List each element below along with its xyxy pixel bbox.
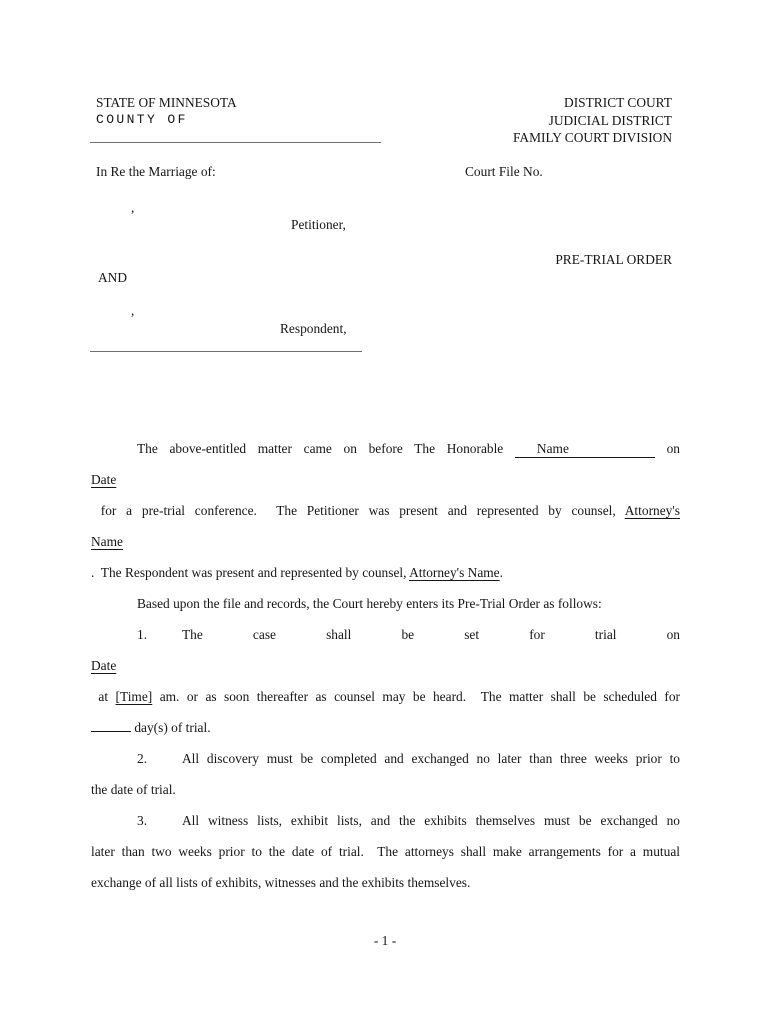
judge-name-blank[interactable]: Name xyxy=(515,441,655,458)
body-text: . The Respondent was present and represented by counsel, xyxy=(91,565,410,580)
body-text: day(s) of trial. xyxy=(131,720,211,735)
body-text: am. or as soon thereafter as counsel may be heard. The matter shall be scheduled for xyxy=(152,689,681,704)
petitioner-attorney-placeholder[interactable]: Attorney's xyxy=(624,503,680,518)
body-text: . xyxy=(499,565,503,580)
body-text: later than two weeks prior to the date of trial. The attorneys shall make arrangements for a mutual xyxy=(91,844,680,859)
hearing-date-placeholder[interactable]: Date xyxy=(91,472,117,487)
district-court-label: DISTRICT COURT xyxy=(564,95,672,110)
family-court-division-label: FAMILY COURT DIVISION xyxy=(512,130,672,146)
page-number: - 1 - xyxy=(373,933,397,948)
court-header-left xyxy=(96,94,237,128)
body-line xyxy=(91,433,680,464)
body-line xyxy=(91,464,680,495)
trial-days-blank[interactable] xyxy=(91,715,131,732)
body-text: The case shall be set for trial on xyxy=(182,627,680,642)
caption-underline-rule xyxy=(90,351,362,352)
body-text: the date of trial. xyxy=(91,782,176,797)
body-line xyxy=(91,712,680,743)
trial-time-placeholder[interactable]: [Time] xyxy=(115,689,153,704)
body-line xyxy=(91,681,680,712)
county-of-label: COUNTY OF xyxy=(96,112,188,127)
body-line xyxy=(91,836,680,867)
body-line xyxy=(91,650,680,681)
county-underline-rule xyxy=(90,142,381,143)
order-title: PRE-TRIAL ORDER xyxy=(555,252,672,267)
body-line xyxy=(91,774,680,805)
body-line xyxy=(91,805,680,836)
body-text: at xyxy=(91,689,116,704)
paragraph-number: 1. xyxy=(137,627,148,642)
and-connector-label: AND xyxy=(98,270,128,285)
respondent-attorney-placeholder[interactable]: Attorney's Name xyxy=(409,565,500,580)
body-line xyxy=(91,867,680,898)
body-line xyxy=(91,526,680,557)
body-line xyxy=(91,588,680,619)
body-line xyxy=(91,743,680,774)
court-file-no-label: Court File No. xyxy=(465,164,543,179)
respondent-role-label: Respondent, xyxy=(280,321,347,336)
petitioner-attorney-placeholder[interactable]: Name xyxy=(91,534,123,549)
state-label: STATE OF MINNESOTA xyxy=(96,95,237,110)
judicial-district-label: JUDICIAL DISTRICT xyxy=(548,112,672,128)
body-text: Based upon the file and records, the Court hereby enters its Pre-Trial Order as follows: xyxy=(137,596,602,611)
petitioner-role-label: Petitioner, xyxy=(291,217,346,232)
body-text: for a pre-trial conference. The Petitioner was present and represented by counsel, xyxy=(91,503,625,518)
respondent-name-comma: , xyxy=(131,303,135,318)
paragraph-number: 2. xyxy=(137,751,148,766)
body-text: All discovery must be completed and exchanged no later than three weeks prior to xyxy=(182,751,680,766)
body-text: All witness lists, exhibit lists, and the exhibits themselves must be exchanged no xyxy=(182,813,680,828)
body-line xyxy=(91,557,680,588)
court-header-right xyxy=(513,94,672,147)
body-line xyxy=(91,619,680,650)
body-line xyxy=(91,495,680,526)
petitioner-name-comma: , xyxy=(131,200,135,215)
paragraph-number: 3. xyxy=(137,813,148,828)
body-text: on xyxy=(654,441,680,456)
document-body xyxy=(91,433,680,898)
body-text: The above-entitled matter came on before The Honorable xyxy=(137,441,515,456)
trial-date-placeholder[interactable]: Date xyxy=(91,658,117,673)
in-re-marriage-label: In Re the Marriage of: xyxy=(96,164,216,179)
body-text: exchange of all lists of exhibits, witnesses and the exhibits themselves. xyxy=(91,875,471,890)
